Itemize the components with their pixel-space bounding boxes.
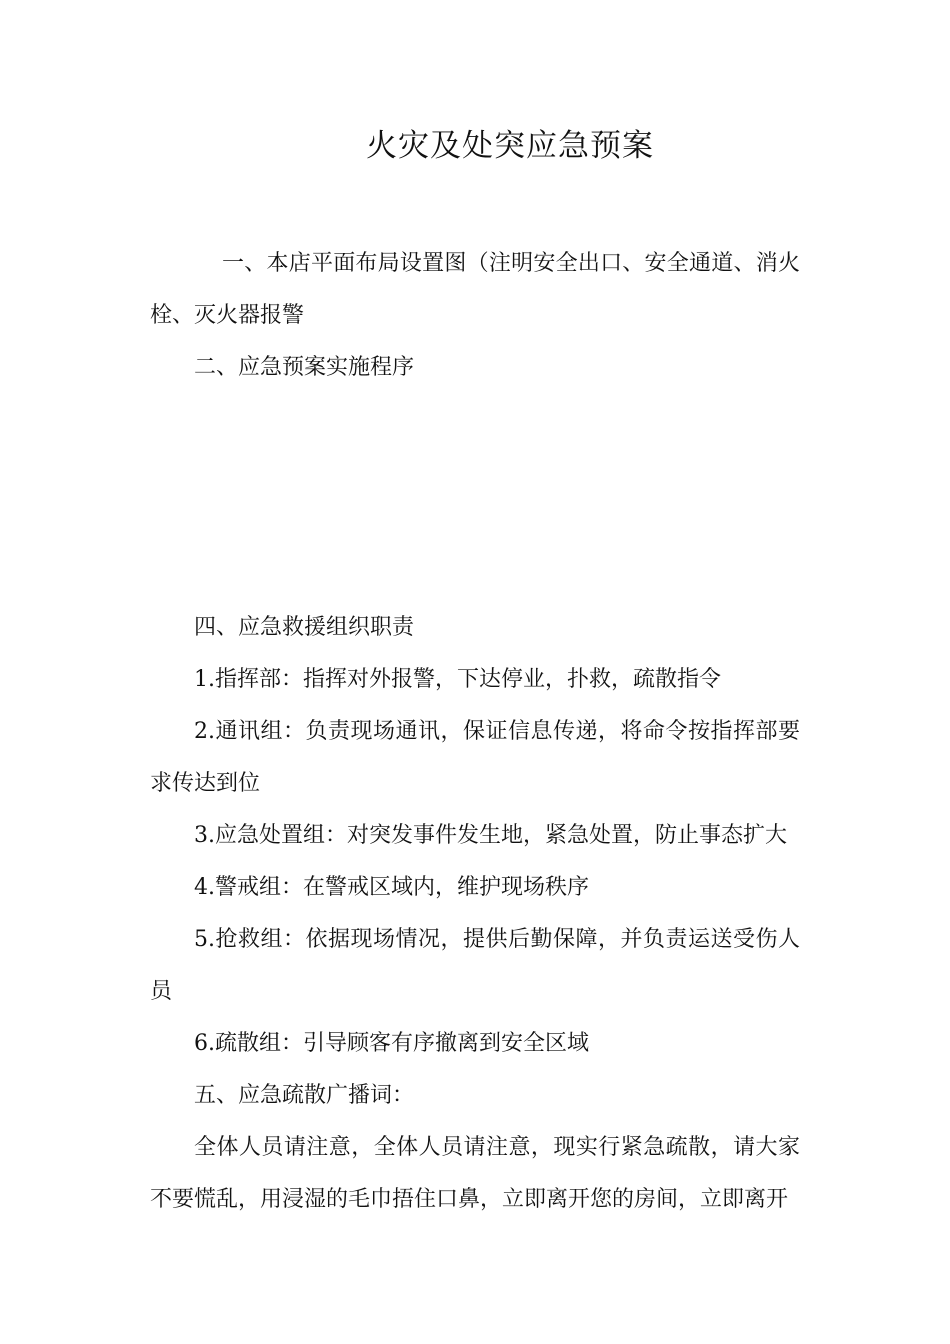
paragraph-communication: 2.通讯组：负责现场通讯，保证信息传递，将命令按指挥部要求传达到位 — [150, 719, 800, 796]
paragraph-broadcast-text: 全体人员请注意，全体人员请注意，现实行紧急疏散，请大家不要慌乱，用浸湿的毛巾捂住口鼻，立即离开您的房间，立即离开 — [150, 1135, 800, 1212]
document-body — [150, 238, 800, 1226]
paragraph-duties-heading: 四、应急救援组织职责 — [194, 615, 415, 640]
paragraph-guard: 4.警戒组：在警戒区域内，维护现场秩序 — [194, 875, 589, 900]
document-title: 火灾及处突应急预案 — [366, 128, 654, 164]
blank-space — [150, 394, 800, 602]
paragraph-broadcast-heading: 五、应急疏散广播词： — [194, 1083, 415, 1108]
paragraph-floor-plan: 一、本店平面布局设置图（注明安全出口、安全通道、消火栓、灭火器报警 — [150, 251, 800, 328]
paragraph-evacuation: 6.疏散组：引导顾客有序撤离到安全区域 — [194, 1031, 589, 1056]
paragraph-emergency-handling: 3.应急处置组：对突发事件发生地，紧急处置，防止事态扩大 — [194, 823, 787, 848]
paragraph-procedure-heading: 二、应急预案实施程序 — [194, 355, 415, 380]
paragraph-command: 1.指挥部：指挥对外报警，下达停业，扑救，疏散指令 — [194, 667, 721, 692]
paragraph-rescue: 5.抢救组：依据现场情况，提供后勤保障，并负责运送受伤人员 — [150, 927, 800, 1004]
